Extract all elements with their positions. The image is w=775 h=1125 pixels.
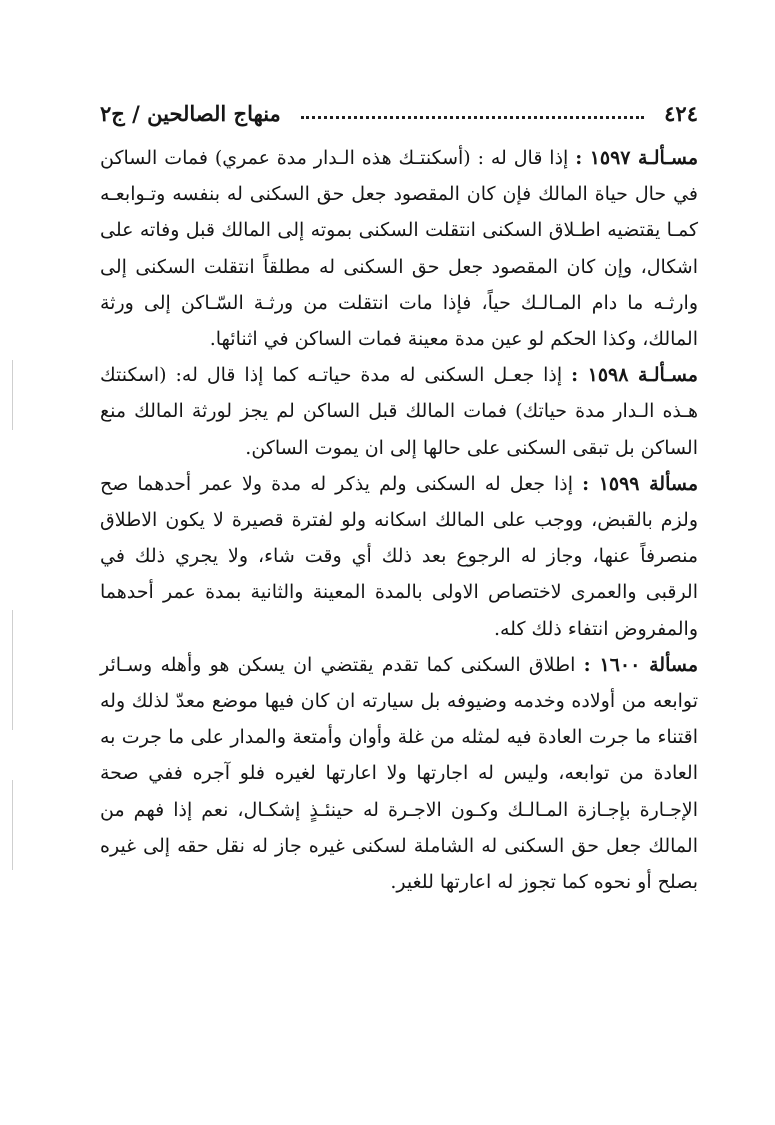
page-body — [100, 140, 698, 900]
issue-paragraph — [100, 357, 698, 466]
issue-label: مسـألـة ١٥٩٨ : — [571, 364, 698, 387]
scan-margin-mark — [12, 610, 13, 730]
issue-paragraph — [100, 140, 698, 357]
issue-paragraph — [100, 466, 698, 647]
page-number: ٤٢٤ — [664, 100, 698, 126]
issue-text: إذا جعل له السكنى ولم يذكر له مدة ولا عمر أحدهما صح ولزم بالقبض، ووجب على المالك اسكانه ولو لفترة قصيرة لا يكون الاطلاق منصرفاً عنها، وجاز له الرجوع بعد ذلك أي وقت شاء، ولا يجري ذلك في الرقبى والعمرى لاختصاص الاولى بالمدة المعينة والثانية بمدة عمر أحدهما والمفروض انتفاء ذلك كله. — [100, 472, 698, 640]
book-title: منهاج الصالحين / ج٢ — [100, 100, 281, 126]
issue-label: مسألة ١٦٠٠ : — [583, 653, 699, 676]
issue-label: مسألة ١٥٩٩ : — [582, 472, 698, 495]
issue-text: إذا جعـل السكنى له مدة حياتـه كما إذا قال له: (اسكنتك هـذه الـدار مدة حياتك) فمات المالك قبل الساكن لم يجز لورثة المالك منع الساكن بل تبقى السكنى على حالها إلى ان يموت الساكن. — [100, 364, 698, 459]
issue-paragraph — [100, 647, 698, 900]
scan-margin-mark — [12, 780, 13, 870]
issue-label: مسـألـة ١٥٩٧ : — [575, 147, 698, 169]
scan-margin-mark — [12, 360, 13, 430]
issue-text: إذا قال له : (أسكنتـك هذه الـدار مدة عمري) فمات الساكن في حال حياة المالك فإن كان المقصود جعل حق السكنى له بنفسه وتـوابعـه كمـا يقتضيه اطـلاق السكنى انتقلت السكنى بموته إلى المالك قبل وفاته على اشكال، وإن كان المقصود جعل حق السكنى له مطلقاً انتقلت السكنى إلى وارثـه ما دام المـالـك حياً، فإذا مات انتقلت من ورثـة السّـاكن إلى ورثة المالك، وكذا الحكم لو عين مدة معينة فمات الساكن في اثنائها. — [100, 147, 698, 351]
issue-text: اطلاق السكنى كما تقدم يقتضي ان يسكن هو وأهله وسـائر توابعه من أولاده وخدمه وضيوفه بل سيارته ان كان فيها موضع معدّ لذلك وله اقتناء ما جرت العادة فيه لمثله من غلة وأوان وأمتعة والمدار على ما جرت به العادة من توابعه، وليس له اجارتها ولا اعارتها لغيره فلو آجره ففي صحة الإجـارة بإجـازة المـالـك وكـون الاجـرة له حينئـذٍ إشكـال، نعم إذا فهم من المالك جعل حق السكنى له الشاملة لسكنى غيره جاز له نقل حقه إلى غيره بصلح أو نحوه كما تجوز له اعارتها للغير. — [100, 653, 698, 894]
page-header — [100, 96, 698, 130]
header-dotted-leader — [301, 116, 644, 119]
